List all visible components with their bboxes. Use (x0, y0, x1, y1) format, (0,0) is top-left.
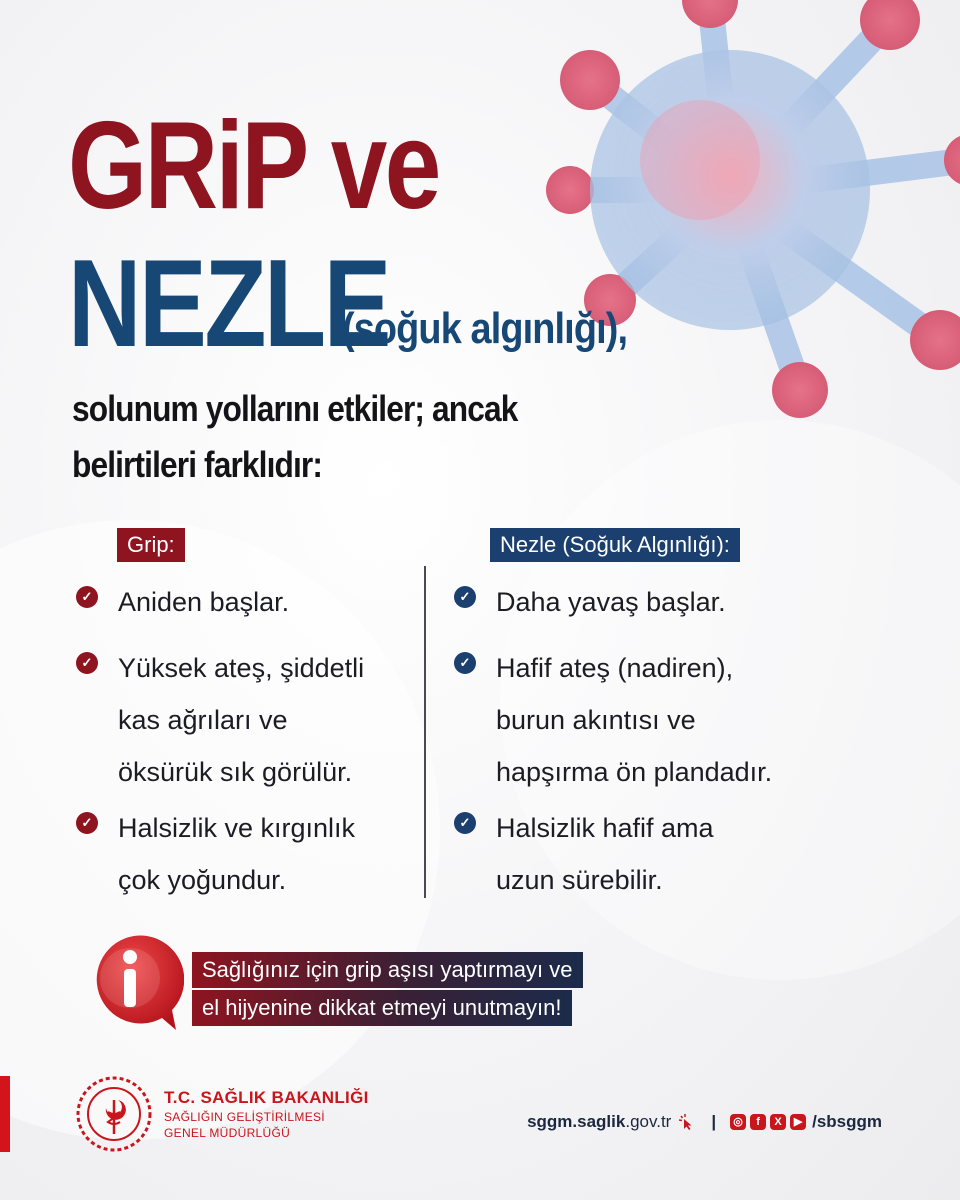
note-line-1: Sağlığınız için grip aşısı yaptırmayı ve (192, 952, 583, 988)
facebook-icon[interactable]: f (750, 1114, 766, 1130)
social-handle[interactable]: /sbsggm (812, 1112, 882, 1131)
grip-label: Grip: (117, 528, 185, 562)
grip-item-text: Yüksek ateş, şiddetli kas ağrıları ve öksürük sık görülür. (118, 653, 365, 787)
grip-item (76, 576, 289, 628)
nezle-label: Nezle (Soğuk Algınlığı): (490, 528, 740, 562)
check-icon: ✓ (454, 586, 476, 608)
cursor-click-icon (677, 1113, 695, 1131)
nezle-item (454, 642, 772, 798)
grip-item-text: Aniden başlar. (118, 587, 290, 617)
youtube-icon[interactable]: ▶ (790, 1114, 806, 1130)
org-name (164, 1088, 369, 1140)
nezle-item (454, 576, 726, 628)
website-domain: sggm.saglik (527, 1112, 626, 1131)
nezle-item-text: Hafif ateş (nadiren), burun akıntısı ve hapşırma ön plandadır. (496, 653, 773, 787)
grip-item (76, 802, 355, 906)
column-divider (424, 566, 426, 898)
org-line-2: SAĞLIĞIN GELİŞTİRİLMESİ (164, 1110, 325, 1124)
grip-item-text: Halsizlik ve kırgınlık çok yoğundur. (118, 813, 356, 895)
footer-accent-bar (0, 1076, 10, 1152)
nezle-item-text: Daha yavaş başlar. (496, 587, 726, 617)
org-line-3: GENEL MÜDÜRLÜĞÜ (164, 1126, 291, 1140)
check-icon: ✓ (76, 812, 98, 834)
title-grip: GRiP ve (68, 97, 439, 235)
check-icon: ✓ (454, 652, 476, 674)
note-line-2: el hijyenine dikkat etmeyi unutmayın! (192, 990, 572, 1026)
website-link[interactable] (527, 1112, 671, 1132)
subtitle-line-1: solunum yollarını etkiler; ancak (72, 388, 518, 429)
grip-item (76, 642, 364, 798)
org-line-1: T.C. SAĞLIK BAKANLIĞI (164, 1088, 369, 1107)
info-icon (84, 932, 184, 1032)
check-icon: ✓ (76, 586, 98, 608)
subtitle-line-2: belirtileri farklıdır: (72, 444, 323, 485)
nezle-item (454, 802, 714, 906)
title-nezle: NEZLE (68, 235, 389, 373)
footer-links (527, 1112, 882, 1132)
title-nezle-suffix: (soğuk algınlığı), (342, 304, 628, 353)
ministry-logo-icon (72, 1072, 156, 1156)
instagram-icon[interactable]: ◎ (730, 1114, 746, 1130)
check-icon: ✓ (76, 652, 98, 674)
virus-illustration (470, 0, 960, 480)
website-tld: .gov.tr (625, 1112, 672, 1131)
nezle-item-text: Halsizlik hafif ama uzun sürebilir. (496, 813, 714, 895)
check-icon: ✓ (454, 812, 476, 834)
footer-separator: | (711, 1112, 717, 1131)
x-icon[interactable]: X (770, 1114, 786, 1130)
